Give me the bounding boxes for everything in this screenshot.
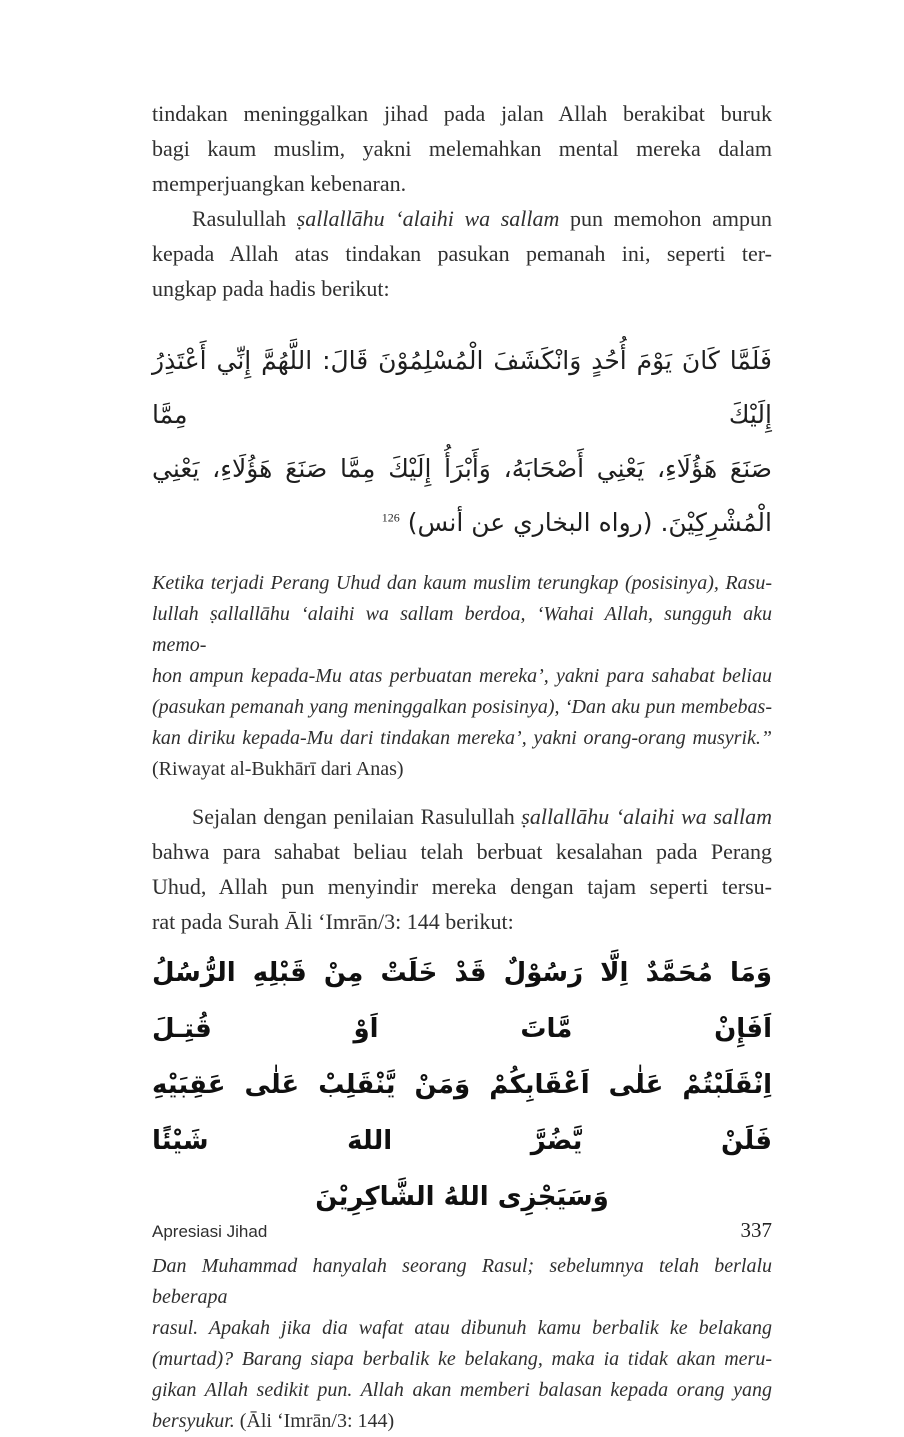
text-segment: Dan Muhammad hanyalah seorang Rasul; sebelumnya telah berlalu beberapa [152,1255,772,1308]
text-segment: rat pada Surah Āli ‘Imrān/3: 144 berikut: [152,909,514,934]
text-line [152,442,772,496]
footnote-marker: 126 [381,510,400,525]
text-segment: ṣallallāhu ‘alaihi wa sallam [521,804,772,829]
text-segment: Sejalan dengan penilaian Rasulullah [192,804,522,829]
text-line [152,661,772,692]
text-line [152,334,772,442]
text-segment: kan diriku kepada-Mu dari tindakan mereka’, yakni orang-orang musyrik.” [152,727,772,749]
text-segment: صَنَعَ هَؤُلَاءِ، يَعْنِي أَصْحَابَهُ، وَأَبْرَأُ إِلَيْكَ مِمَّا صَنَعَ هَؤُلَاءِ، يَعْنِي [152,454,772,483]
hadith-translation [152,568,772,785]
text-line [152,754,772,785]
text-line [152,1344,772,1375]
verse-translation [152,1251,772,1437]
text-segment: kepada Allah atas tindakan pasukan pemanah ini, seperti ter- [152,241,772,266]
text-segment: bahwa para sahabat beliau telah berbuat kesalahan pada Perang [152,839,772,864]
text-line [152,201,772,236]
text-segment: (Āli ‘Imrān/3: 144) [234,1410,395,1432]
text-line [152,496,772,550]
text-line [152,945,772,1057]
text-segment: rasul. Apakah jika dia wafat atau dibunuh kamu berbalik ke belakang [152,1317,772,1339]
text-segment: (pasukan pemanah yang meninggalkan posisinya), ‘Dan aku pun membebas- [152,696,772,718]
paragraph-sejalan-dengan-penilaian [152,799,772,939]
text-line [152,692,772,723]
text-segment: وَمَا مُحَمَّدٌ اِلَّا رَسُوْلٌ قَدْ خَلَتْ مِنْ قَبْلِهِ الرُّسُلُ اَفَإِنْ مَّاتَ اَوْ قُتِـلَ [152,958,772,1044]
text-line [152,1406,772,1437]
text-line [152,1057,772,1169]
footer-book-title: Apresiasi Jihad [152,1222,268,1241]
text-line [152,96,772,131]
text-line [152,236,772,271]
paragraph-continuation [152,96,772,201]
text-segment: pun memohon ampun [559,206,772,231]
text-line [152,904,772,939]
text-segment: gikan Allah sedikit pun. Allah akan memberi balasan kepada orang yang [152,1379,772,1401]
text-segment: lullah ṣallallāhu ‘alaihi wa sallam berdoa, ‘Wahai Allah, sungguh aku memo- [152,603,772,656]
text-segment: فَلَمَّا كَانَ يَوْمَ أُحُدٍ وَانْكَشَفَ الْمُسْلِمُوْنَ قَالَ: اللَّهُمَّ إِنِّي أَعْتَذِرُ إِلَيْكَ مِمَّا [152,346,772,429]
paragraph-rasulullah-memohon-ampun [152,201,772,306]
text-segment: ṣallallāhu ‘alaihi wa sallam [296,206,560,231]
text-segment: الْمُشْرِكِيْنَ. (رواه البخاري عن أنس) [399,508,772,537]
text-segment: ungkap pada hadis berikut: [152,276,390,301]
text-line [152,869,772,904]
page-footer [152,1218,772,1243]
text-segment: (Riwayat al-Bukhārī dari Anas) [152,758,404,780]
text-line [152,1169,772,1225]
text-segment: tindakan meninggalkan jihad pada jalan Allah berakibat buruk [152,101,772,126]
text-line [152,166,772,201]
text-segment: (murtad)? Barang siapa berbalik ke belakang, maka ia tidak akan meru- [152,1348,772,1370]
text-line [152,1375,772,1406]
text-line [152,131,772,166]
text-segment: bersyukur. [152,1410,235,1432]
quran-verse-ali-imran-144 [152,945,772,1225]
text-segment: وَسَيَجْزِى اللهُ الشَّاكِرِيْنَ [315,1182,609,1212]
text-line [152,568,772,599]
text-segment: hon ampun kepada-Mu atas perbuatan mereka’, yakni para sahabat beliau [152,665,772,687]
text-segment: اِنْقَلَبْتُمْ عَلٰى اَعْقَابِكُمْ وَمَنْ يَّنْقَلِبْ عَلٰى عَقِبَيْهِ فَلَنْ يَّضُرَّ اللهَ شَيْئًا [152,1070,772,1156]
text-segment: Ketika terjadi Perang Uhud dan kaum muslim terungkap (posisinya), Rasu- [152,572,772,594]
text-line [152,1251,772,1313]
text-segment: Uhud, Allah pun menyindir mereka dengan tajam seperti tersu- [152,874,772,899]
text-segment: memperjuangkan kebenaran. [152,171,407,196]
text-line [152,834,772,869]
footer-page-number: 337 [740,1218,772,1242]
text-segment: bagi kaum muslim, yakni melemahkan mental mereka dalam [152,136,772,161]
text-line [152,1313,772,1344]
hadith-arabic-text [152,334,772,550]
text-line [152,723,772,754]
text-line [152,599,772,661]
text-segment: Rasulullah [192,206,297,231]
text-line [152,271,772,306]
text-line [152,799,772,834]
page-container [152,0,772,1432]
